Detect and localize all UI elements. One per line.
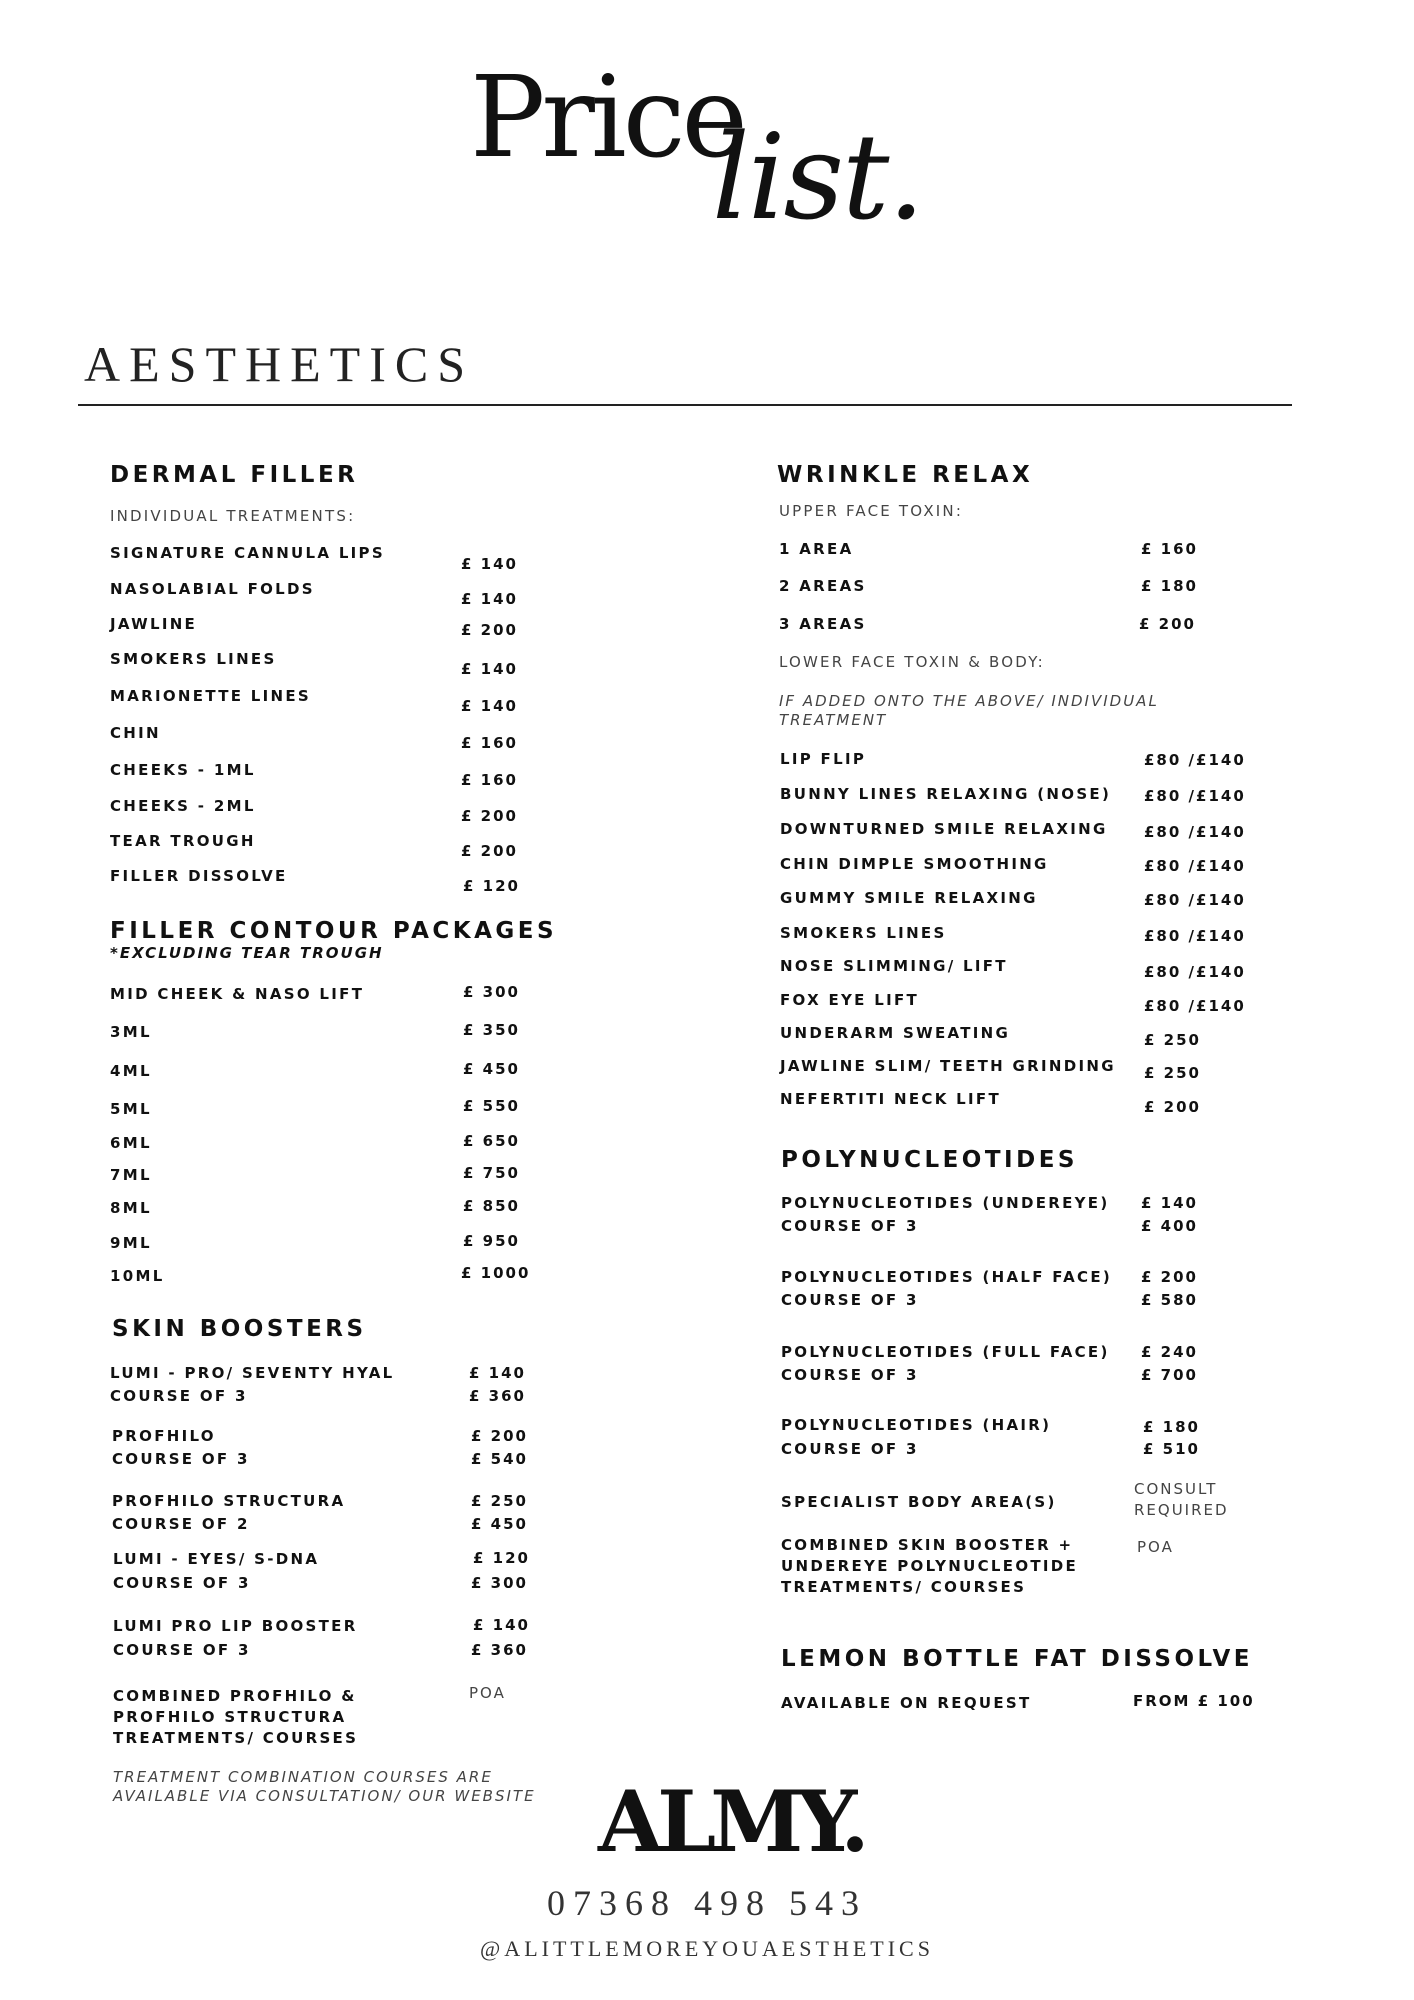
poly-price: £ 200 bbox=[1141, 1268, 1198, 1286]
poly-course: COURSE OF 3 bbox=[781, 1217, 919, 1235]
poly-item: POLYNUCLEOTIDES (HAIR) bbox=[781, 1416, 1052, 1434]
combination-footnote: TREATMENT COMBINATION COURSES ARE AVAILABLE VIA CONSULTATION/ OUR WEBSITE bbox=[113, 1768, 536, 1805]
dermal-filler-price: £ 160 bbox=[461, 771, 518, 789]
lower-price: £80 /£140 bbox=[1144, 787, 1246, 805]
lower-face-note: IF ADDED ONTO THE ABOVE/ INDIVIDUAL TREATMENT bbox=[779, 692, 1159, 729]
poly-course-price: £ 510 bbox=[1143, 1440, 1200, 1458]
poly-course-price: £ 580 bbox=[1141, 1291, 1198, 1309]
phone-number: 07368 498 543 bbox=[547, 1883, 867, 1923]
poly-combined-price: POA bbox=[1137, 1538, 1174, 1556]
contour-item: 10ML bbox=[110, 1267, 165, 1285]
lower-item: FOX EYE LIFT bbox=[780, 991, 920, 1009]
upper-item: 3 AREAS bbox=[779, 615, 867, 633]
booster-combined: COMBINED PROFHILO & PROFHILO STRUCTURA TREATMENTS/ COURSES bbox=[113, 1687, 359, 1747]
booster-price: £ 200 bbox=[471, 1427, 528, 1445]
poly-item: POLYNUCLEOTIDES (FULL FACE) bbox=[781, 1343, 1110, 1361]
contour-price: £ 650 bbox=[463, 1132, 520, 1150]
contour-price: £ 850 bbox=[463, 1197, 520, 1215]
booster-price: £ 140 bbox=[469, 1364, 526, 1382]
brand-logo: ALMY. bbox=[598, 1772, 864, 1871]
poly-course: COURSE OF 3 bbox=[781, 1366, 919, 1384]
poly-price: £ 180 bbox=[1143, 1418, 1200, 1436]
lower-price: £80 /£140 bbox=[1144, 891, 1246, 909]
contour-item: 9ML bbox=[110, 1234, 152, 1252]
specialist-price: CONSULT REQUIRED bbox=[1134, 1480, 1229, 1519]
upper-price: £ 180 bbox=[1141, 577, 1198, 595]
contour-price: £ 1000 bbox=[461, 1264, 531, 1282]
booster-course-price: £ 360 bbox=[469, 1387, 526, 1405]
poly-course: COURSE OF 3 bbox=[781, 1291, 919, 1309]
booster-course-price: £ 360 bbox=[471, 1641, 528, 1659]
dermal-filler-item: FILLER DISSOLVE bbox=[110, 867, 288, 885]
contour-price: £ 950 bbox=[463, 1232, 520, 1250]
booster-course: COURSE OF 2 bbox=[112, 1515, 250, 1533]
dermal-filler-subheading: INDIVIDUAL TREATMENTS: bbox=[110, 507, 356, 525]
dermal-filler-price: £ 200 bbox=[461, 621, 518, 639]
filler-contour-heading: FILLER CONTOUR PACKAGES bbox=[110, 918, 558, 944]
contour-price: £ 350 bbox=[463, 1021, 520, 1039]
dermal-filler-price: £ 120 bbox=[463, 877, 520, 895]
lower-price: £80 /£140 bbox=[1144, 997, 1246, 1015]
dermal-filler-price: £ 140 bbox=[461, 660, 518, 678]
lemon-bottle-item: AVAILABLE ON REQUEST bbox=[781, 1694, 1032, 1712]
poly-item: POLYNUCLEOTIDES (HALF FACE) bbox=[781, 1268, 1113, 1286]
lemon-bottle-price: FROM £ 100 bbox=[1133, 1692, 1255, 1710]
title-price: Price bbox=[470, 53, 744, 183]
booster-item: PROFHILO STRUCTURA bbox=[112, 1492, 346, 1510]
upper-price: £ 160 bbox=[1141, 540, 1198, 558]
dermal-filler-item: CHIN bbox=[110, 724, 161, 742]
dermal-filler-price: £ 200 bbox=[461, 807, 518, 825]
wrinkle-relax-heading: WRINKLE RELAX bbox=[777, 462, 1034, 488]
section-title: AESTHETICS bbox=[84, 336, 474, 392]
booster-price: £ 140 bbox=[473, 1616, 530, 1634]
contour-item: MID CHEEK & NASO LIFT bbox=[110, 985, 365, 1003]
booster-course-price: £ 540 bbox=[471, 1450, 528, 1468]
poly-price: £ 240 bbox=[1141, 1343, 1198, 1361]
contour-item: 6ML bbox=[110, 1134, 152, 1152]
booster-course-price: £ 450 bbox=[471, 1515, 528, 1533]
contour-item: 3ML bbox=[110, 1023, 152, 1041]
contour-item: 8ML bbox=[110, 1199, 152, 1217]
booster-item: LUMI - EYES/ S-DNA bbox=[113, 1550, 320, 1568]
dermal-filler-heading: DERMAL FILLER bbox=[110, 462, 359, 488]
lower-item: NEFERTITI NECK LIFT bbox=[780, 1090, 1001, 1108]
lower-item: UNDERARM SWEATING bbox=[780, 1024, 1011, 1042]
poly-course-price: £ 400 bbox=[1141, 1217, 1198, 1235]
dermal-filler-price: £ 200 bbox=[461, 842, 518, 860]
poly-combined: COMBINED SKIN BOOSTER + UNDEREYE POLYNUCLEOTIDE TREATMENTS/ COURSES bbox=[781, 1536, 1079, 1596]
upper-item: 1 AREA bbox=[779, 540, 854, 558]
booster-price: £ 250 bbox=[471, 1492, 528, 1510]
lower-face-label: LOWER FACE TOXIN & BODY: bbox=[779, 653, 1045, 671]
booster-price: £ 120 bbox=[473, 1549, 530, 1567]
lower-price: £ 250 bbox=[1144, 1031, 1201, 1049]
title-list: list. bbox=[712, 108, 923, 246]
contour-price: £ 450 bbox=[463, 1060, 520, 1078]
specialist-item: SPECIALIST BODY AREA(S) bbox=[781, 1493, 1057, 1511]
lower-item: SMOKERS LINES bbox=[780, 924, 947, 942]
lower-price: £80 /£140 bbox=[1144, 927, 1246, 945]
dermal-filler-price: £ 140 bbox=[461, 590, 518, 608]
contour-item: 7ML bbox=[110, 1166, 152, 1184]
booster-course: COURSE OF 3 bbox=[113, 1574, 251, 1592]
lower-item: JAWLINE SLIM/ TEETH GRINDING bbox=[780, 1057, 1116, 1075]
polynucleotides-heading: POLYNUCLEOTIDES bbox=[781, 1147, 1078, 1173]
poly-price: £ 140 bbox=[1141, 1194, 1198, 1212]
dermal-filler-price: £ 140 bbox=[461, 697, 518, 715]
divider bbox=[78, 404, 1292, 406]
dermal-filler-item: MARIONETTE LINES bbox=[110, 687, 312, 705]
lower-price: £80 /£140 bbox=[1144, 963, 1246, 981]
booster-course: COURSE OF 3 bbox=[110, 1387, 248, 1405]
dermal-filler-item: SMOKERS LINES bbox=[110, 650, 277, 668]
lower-price: £80 /£140 bbox=[1144, 857, 1246, 875]
upper-item: 2 AREAS bbox=[779, 577, 867, 595]
booster-item: LUMI PRO LIP BOOSTER bbox=[113, 1617, 358, 1635]
lower-item: CHIN DIMPLE SMOOTHING bbox=[780, 855, 1049, 873]
upper-price: £ 200 bbox=[1139, 615, 1196, 633]
skin-boosters-heading: SKIN BOOSTERS bbox=[112, 1316, 367, 1342]
lower-price: £80 /£140 bbox=[1144, 751, 1246, 769]
dermal-filler-price: £ 140 bbox=[461, 555, 518, 573]
social-handle: @ALITTLEMOREYOUAESTHETICS bbox=[480, 1936, 934, 1961]
contour-item: 5ML bbox=[110, 1100, 152, 1118]
lower-price: £ 250 bbox=[1144, 1064, 1201, 1082]
dermal-filler-item: TEAR TROUGH bbox=[110, 832, 256, 850]
booster-item: LUMI - PRO/ SEVENTY HYAL bbox=[110, 1364, 395, 1382]
dermal-filler-item: SIGNATURE CANNULA LIPS bbox=[110, 544, 385, 562]
contour-price: £ 300 bbox=[463, 983, 520, 1001]
poly-item: POLYNUCLEOTIDES (UNDEREYE) bbox=[781, 1194, 1110, 1212]
contour-price: £ 550 bbox=[463, 1097, 520, 1115]
lower-price: £ 200 bbox=[1144, 1098, 1201, 1116]
lower-item: GUMMY SMILE RELAXING bbox=[780, 889, 1038, 907]
booster-item: PROFHILO bbox=[112, 1427, 216, 1445]
lower-price: £80 /£140 bbox=[1144, 823, 1246, 841]
dermal-filler-price: £ 160 bbox=[461, 734, 518, 752]
booster-combined-price: POA bbox=[469, 1684, 506, 1702]
dermal-filler-item: CHEEKS - 1ML bbox=[110, 761, 256, 779]
dermal-filler-item: CHEEKS - 2ML bbox=[110, 797, 256, 815]
contour-item: 4ML bbox=[110, 1062, 152, 1080]
lower-item: LIP FLIP bbox=[780, 750, 867, 768]
booster-course-price: £ 300 bbox=[471, 1574, 528, 1592]
poly-course: COURSE OF 3 bbox=[781, 1440, 919, 1458]
lower-item: NOSE SLIMMING/ LIFT bbox=[780, 957, 1008, 975]
dermal-filler-item: JAWLINE bbox=[110, 615, 198, 633]
contour-price: £ 750 bbox=[463, 1164, 520, 1182]
dermal-filler-item: NASOLABIAL FOLDS bbox=[110, 580, 315, 598]
lower-item: BUNNY LINES RELAXING (NOSE) bbox=[780, 785, 1112, 803]
poly-course-price: £ 700 bbox=[1141, 1366, 1198, 1384]
filler-contour-note: *EXCLUDING TEAR TROUGH bbox=[110, 944, 384, 962]
lower-item: DOWNTURNED SMILE RELAXING bbox=[780, 820, 1108, 838]
upper-face-label: UPPER FACE TOXIN: bbox=[779, 502, 964, 520]
lemon-bottle-heading: LEMON BOTTLE FAT DISSOLVE bbox=[781, 1646, 1254, 1672]
booster-course: COURSE OF 3 bbox=[112, 1450, 250, 1468]
booster-course: COURSE OF 3 bbox=[113, 1641, 251, 1659]
